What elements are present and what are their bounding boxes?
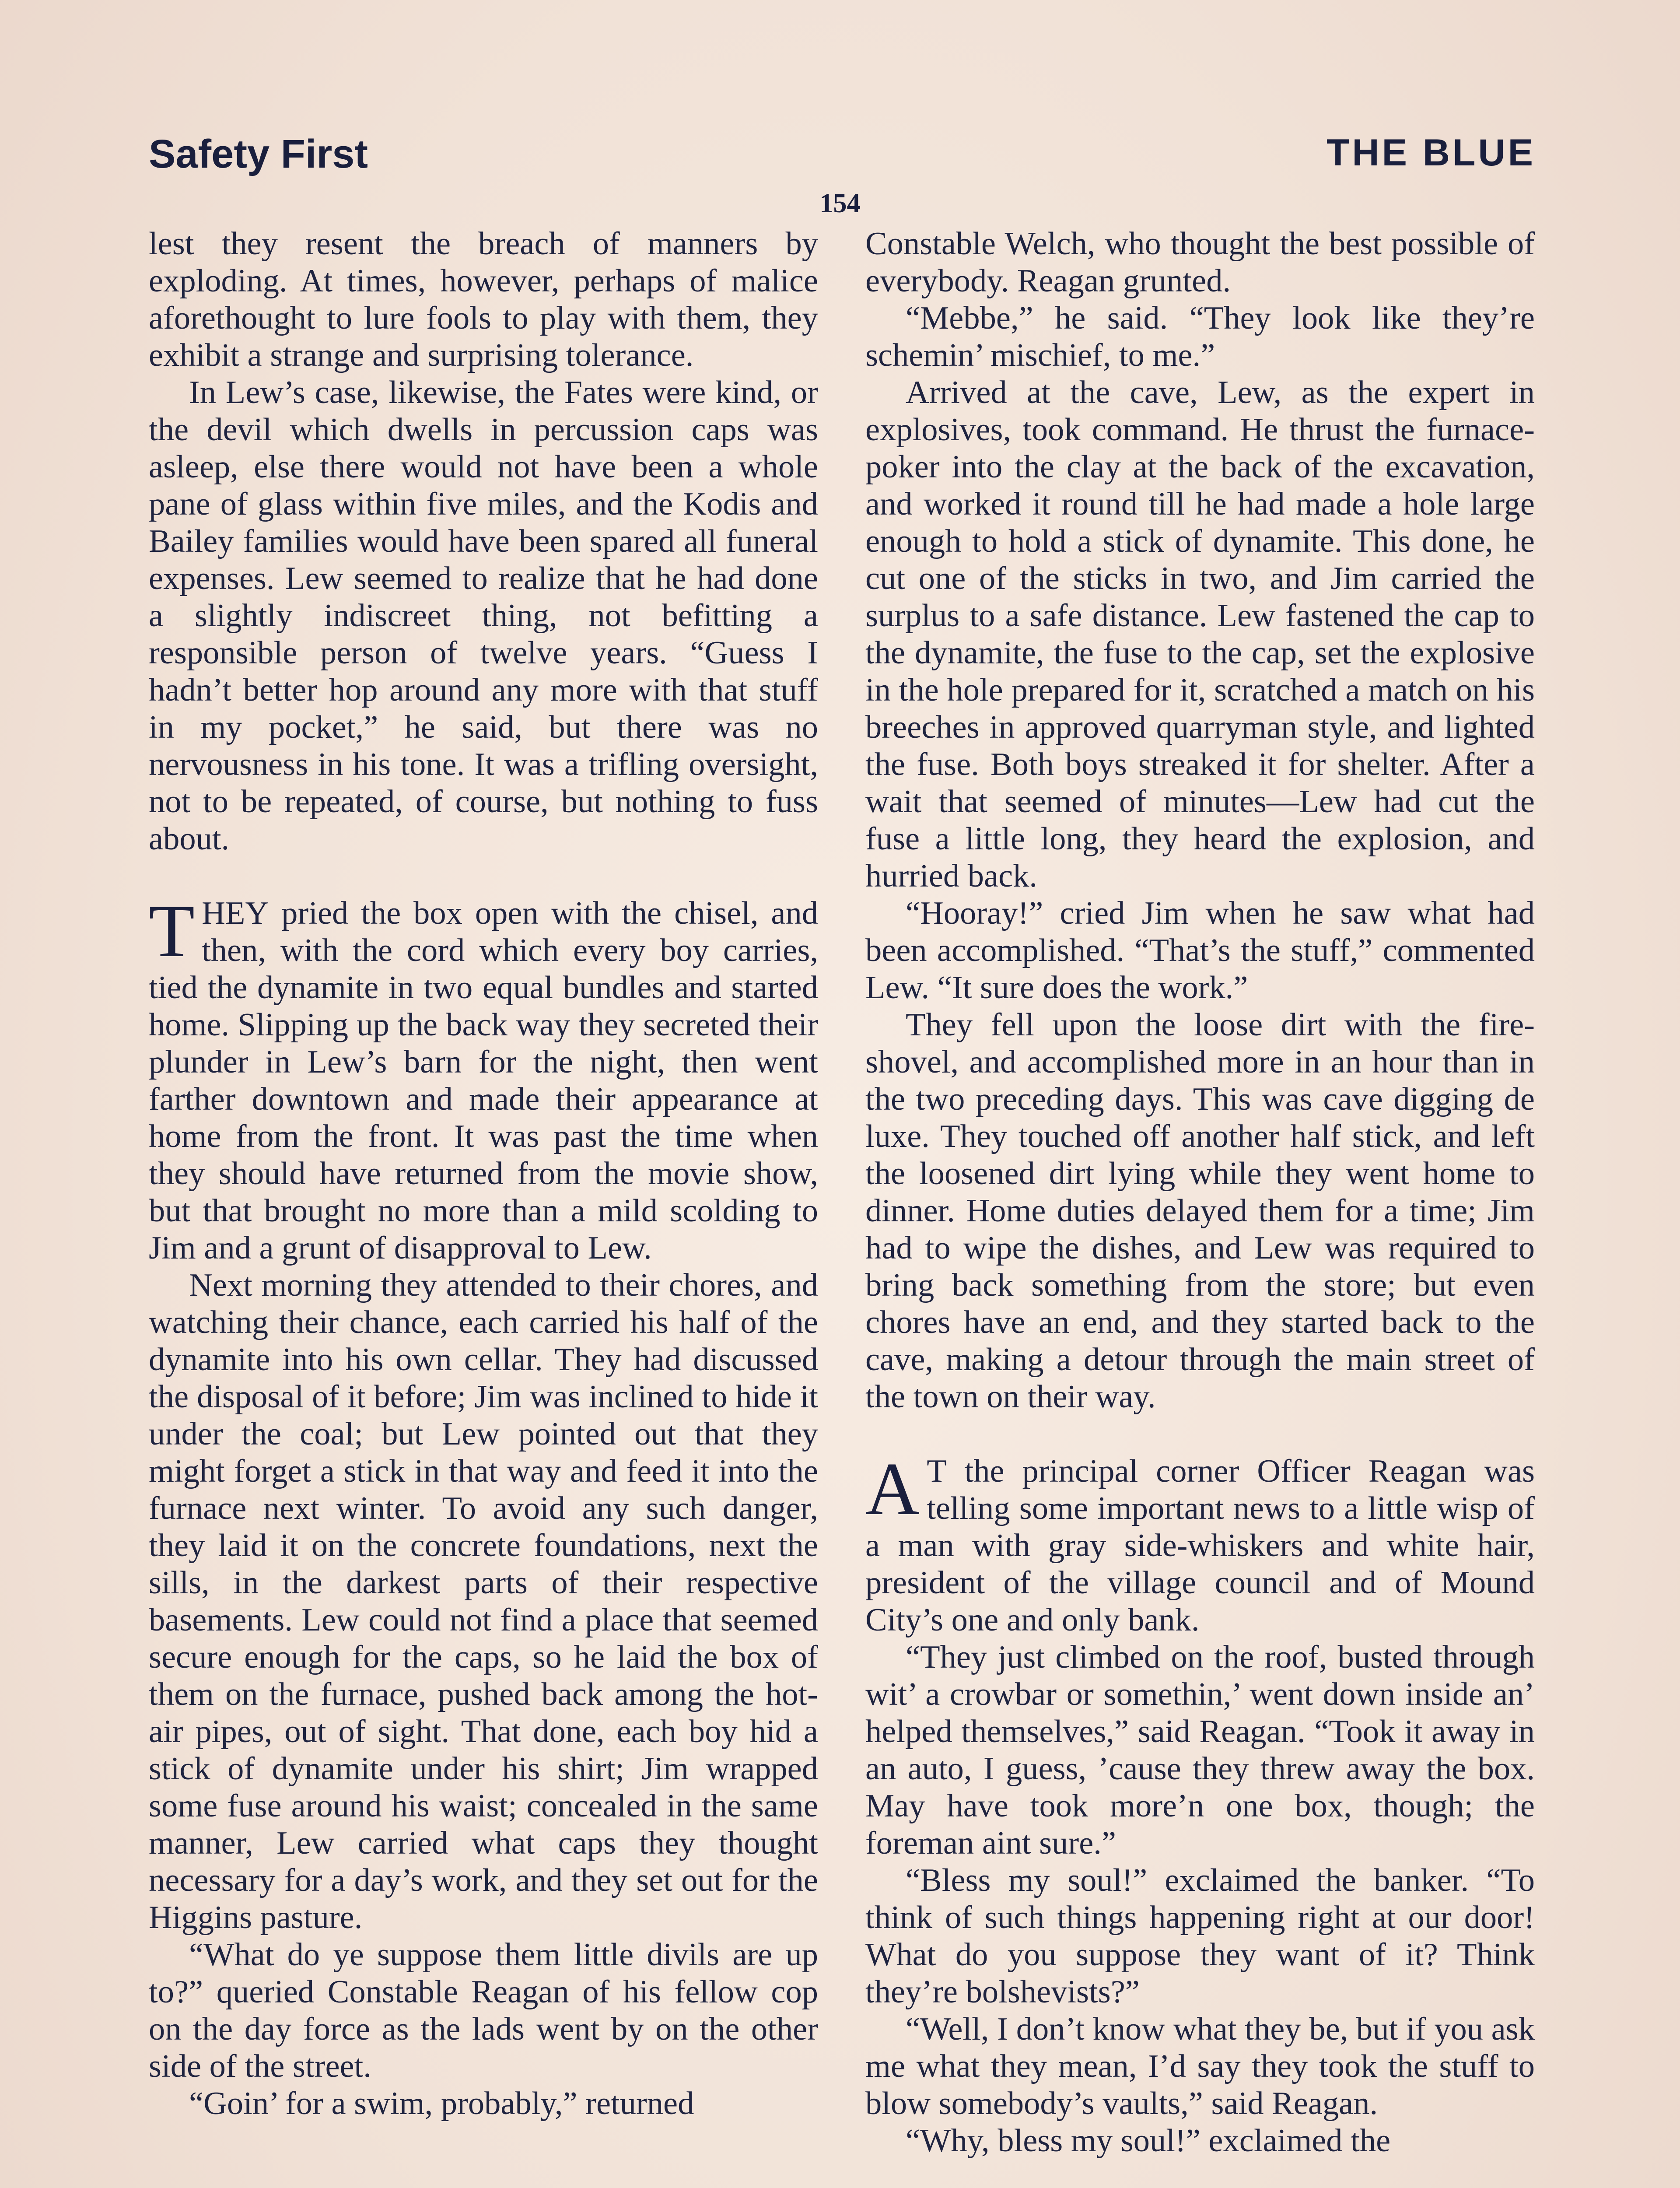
paragraph: “Why, bless my soul!” exclaimed the (906, 2123, 1391, 2159)
paragraph-text: pried the box open with the chisel, and then, with the cord which every boy carries, tied the dynamite in two equal bundles and started home. Slipping up the back way they secreted their plunder in Lew’s barn for the night, then went farther downtown and made their appearance at home from the front. It was past the time when they should have returned from the movie show, but that brought no more than a mild scolding to Jim and a grunt of disapproval to Lew. (149, 895, 818, 1266)
paragraph: “Hooray!” cried Jim when he saw what had been accomplished. “That’s the stuff,” commented Lew. “It sure does the work.” (865, 895, 1535, 1006)
paragraph: Next morning they attended to their chores, and watching their chance, each carried his half of the dynamite into his own cellar. They had discussed the disposal of it before; Jim was inclined to hide it under the coal; but Lew pointed out that they might forget a stick in that way and feed it into the furnace next winter. To avoid any such danger, they laid it on the concrete foundations, next the sills, in the darkest parts of their respective basements. Lew could not find a place that seemed secure enough for the caps, so he laid the box of them on the furnace, pushed back among the hot-air pipes, out of sight. That done, each boy hid a stick of dynamite under his shirt; Jim wrapped some fuse around his waist; concealed in the same manner, Lew carried what caps they thought necessary for a day’s work, and they set out for the Higgins pasture. (149, 1267, 818, 1936)
paragraph: “Well, I don’t know what they be, but if you ask me what they mean, I’d say they took the stuff to blow somebody’s vaults,” said Reagan. (865, 2011, 1535, 2121)
running-title-right: THE BLUE (1326, 132, 1536, 174)
running-title-left: Safety First (149, 132, 368, 176)
lead-in-caps: T (927, 1453, 947, 1489)
paragraph: “Mebbe,” he said. “They look like they’re schemin’ mischief, to me.” (865, 300, 1535, 373)
paragraph: Constable Welch, who thought the best possible of everybody. Reagan grunted. (865, 226, 1535, 299)
paragraph: “What do ye suppose them little divils are up to?” queried Constable Reagan of his fellow cop on the day force as the lads went by on the other side of the street. (149, 1937, 818, 2084)
right-column (865, 225, 1535, 2160)
drop-cap: A (865, 1448, 920, 1531)
section-opening-paragraph (865, 1448, 1535, 1639)
paragraph: “Bless my soul!” exclaimed the banker. “To think of such things happening right at our door! What do you suppose they want of it? Think they’re bolshevists?” (865, 1862, 1535, 2010)
paragraph: In Lew’s case, likewise, the Fates were kind, or the devil which dwells in percussion caps was asleep, else there would not have been a whole pane of glass within five miles, and the Kodis and Bailey families would have been spared all funeral expenses. Lew seemed to realize that he had done a slightly indiscreet thing, not befitting a responsible person of twelve years. “Guess I hadn’t better hop around any more with that stuff in my pocket,” he said, but there was no nervousness in his tone. It was a trifling oversight, not to be repeated, of course, but nothing to fuss about. (149, 375, 818, 857)
paragraph: lest they resent the breach of manners by exploding. At times, however, perhaps of malice aforethought to lure fools to play with them, they exhibit a strange and surprising tolerance. (149, 226, 818, 373)
paragraph: Arrived at the cave, Lew, as the expert in explosives, took command. He thrust the furnace-poker into the clay at the back of the excavation, and worked it round till he had made a hole large enough to hold a stick of dynamite. This done, he cut one of the sticks in two, and Jim carried the surplus to a safe distance. Lew fastened the cap to the dynamite, the fuse to the cap, set the explosive in the hole prepared for it, scratched a match on his breeches in approved quarryman style, and lighted the fuse. Both boys streaked it for shelter. After a wait that seemed of minutes—Lew had cut the fuse a little long, they heard the explosion, and hurried back. (865, 375, 1535, 894)
lead-in-caps: HEY (202, 895, 269, 931)
drop-cap: T (149, 890, 195, 973)
paragraph: They fell upon the loose dirt with the fire-shovel, and accomplished more in an hour than in the two preceding days. This was cave digging de luxe. They touched off another half stick, and left the loosened dirt lying while they went home to dinner. Home duties delayed them for a time; Jim had to wipe the dishes, and Lew was required to bring back something from the store; but even chores have an end, and they started back to the cave, making a detour through the main street of the town on their way. (865, 1007, 1535, 1415)
paragraph-text: the principal corner Officer Reagan was telling some important news to a little wisp of a man with gray side-whiskers and white hair, president of the village council and of Mound City’s one and only bank. (865, 1453, 1535, 1638)
section-opening-paragraph (149, 890, 818, 1267)
page-number: 154 (819, 189, 861, 218)
left-column (149, 225, 818, 2122)
paragraph: “They just climbed on the roof, busted through wit’ a crowbar or somethin,’ went down inside an’ helped themselves,” said Reagan. “Took it away in an auto, I guess, ’cause they threw away the box. May have took more’n one box, though; the foreman aint sure.” (865, 1639, 1535, 1861)
paragraph: “Goin’ for a swim, probably,” returned (189, 2086, 694, 2121)
